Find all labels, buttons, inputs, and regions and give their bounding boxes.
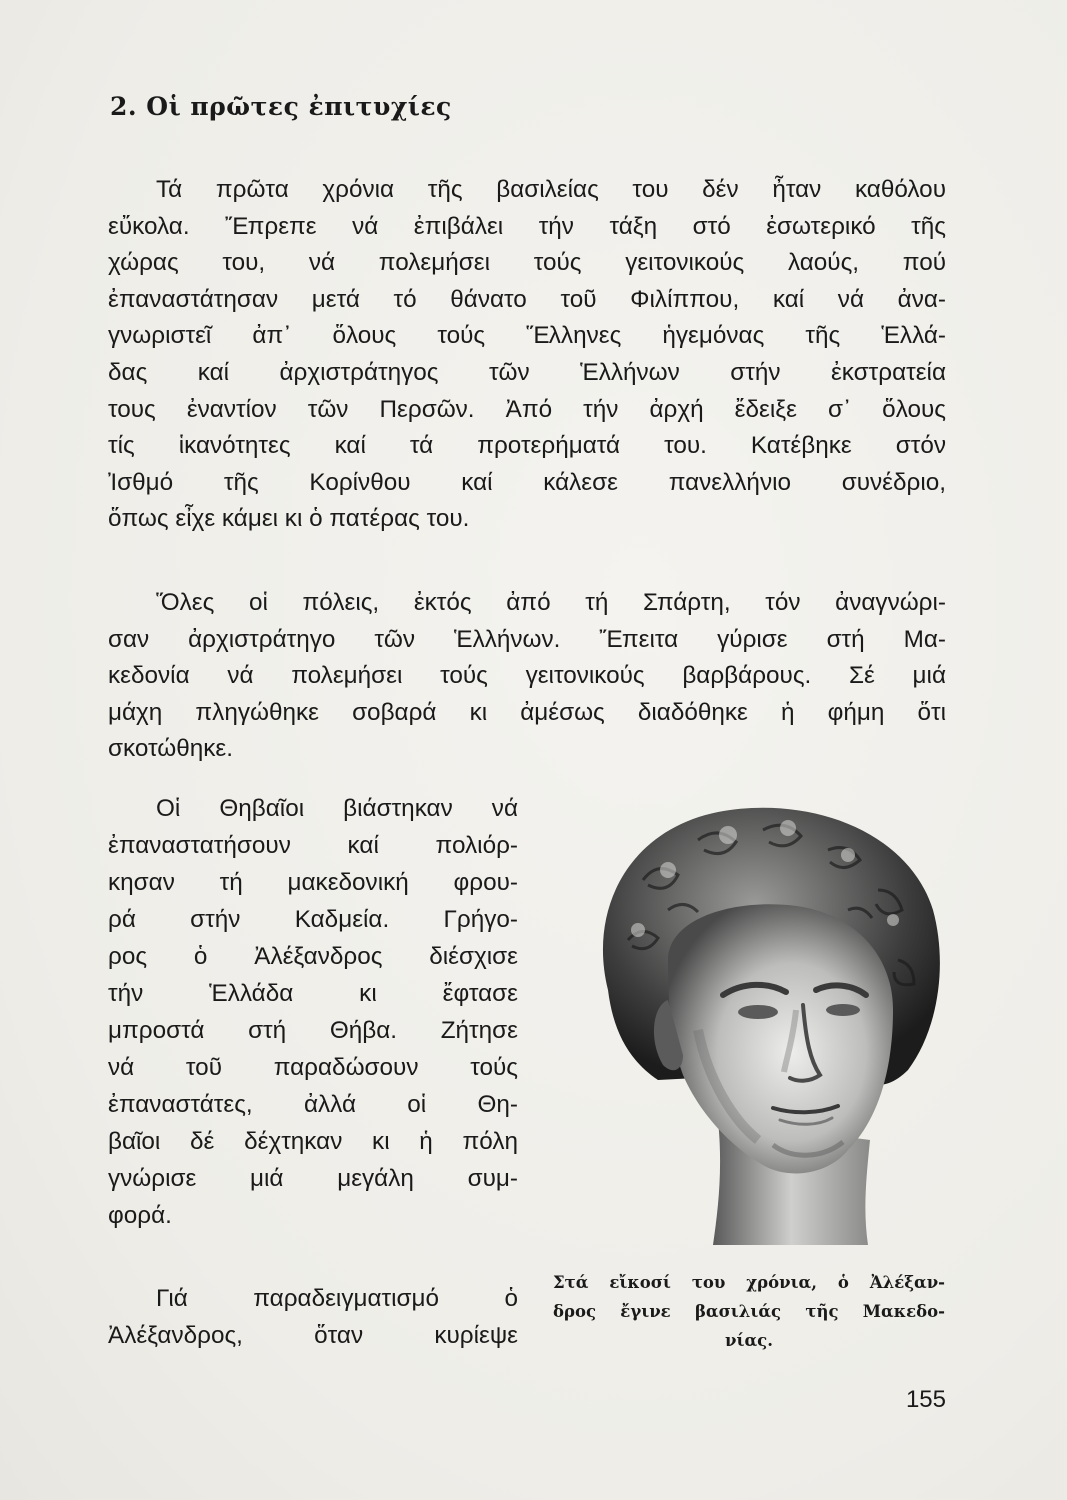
text-line: δας καί ἀρχιστράτηγος τῶν Ἑλλήνων στήν ἐκστρατεία [108, 358, 946, 386]
text-line: μπροστά στή Θήβα. Ζήτησε [108, 1017, 518, 1044]
text-line: μάχη πληγώθηκε σοβαρά κι ἀμέσως διαδόθηκε ἡ φήμη ὅτι [108, 698, 946, 726]
text-line: ὅπως εἶχε κάμει κι ὁ πατέρας του. [108, 505, 470, 533]
text-line: τους ἐναντίον τῶν Περσῶν. Ἀπό τήν ἀρχή ἔδειξε σ᾽ ὅλους [108, 395, 946, 423]
text-line: γνωριστεῖ ἀπ᾽ ὅλους τούς Ἕλληνες ἡγεμόνας τῆς Ἑλλά- [108, 322, 946, 350]
text-line: ἐπαναστάτες, ἀλλά οἱ Θη- [108, 1091, 518, 1118]
text-line: Ὅλες οἱ πόλεις, ἐκτός ἀπό τή Σπάρτη, τόν ἀναγνώρι- [156, 589, 946, 616]
caption-line: δρος ἔγινε βασιλιάς τῆς Μακεδο- [553, 1302, 945, 1321]
alexander-bust-figure [548, 790, 948, 1250]
text-line: Ἀλέξανδρος, ὅταν κυρίεψε [108, 1322, 518, 1349]
text-line: εὔκολα. Ἔπρεπε νά ἐπιβάλει τήν τάξη στό ἐσωτερικό τῆς [108, 212, 946, 240]
text-line: Ἰσθμό τῆς Κορίνθου καί κάλεσε πανελλήνιο συνέδριο, [108, 468, 946, 496]
page-number: 155 [905, 1386, 946, 1413]
marble-head-bust-icon [548, 790, 948, 1250]
text-line: χώρας του, νά πολεμήσει τούς γειτονικούς λαούς, πού [108, 249, 946, 277]
text-line: τίς ἱκανότητες καί τά προτερήματά του. Κατέβηκε στόν [108, 432, 946, 460]
paragraph-2 [108, 585, 946, 768]
text-line: ἐπαναστατήσουν καί πολιόρ- [108, 832, 518, 859]
figure-caption [553, 1268, 945, 1355]
text-line: τήν Ἑλλάδα κι ἔφτασε [108, 980, 518, 1007]
text-line: σαν ἀρχιστράτηγο τῶν Ἑλλήνων. Ἔπειτα γύρισε στή Μα- [108, 625, 946, 653]
text-line: βαῖοι δέ δέχτηκαν κι ἡ πόλη [108, 1128, 518, 1155]
section-heading: 2. Οἱ πρῶτες ἐπιτυχίες [110, 92, 452, 121]
text-line: ρος ὁ Ἀλέξανδρος διέσχισε [108, 943, 518, 970]
text-line: Τά πρῶτα χρόνια τῆς βασιλείας του δέν ἦταν καθόλου [156, 176, 946, 203]
text-line: κησαν τή μακεδονική φρου- [108, 869, 518, 896]
text-line: κεδονία νά πολεμήσει τούς γειτονικούς βαρβάρους. Σέ μιά [108, 662, 946, 690]
text-line: ρά στήν Καδμεία. Γρήγο- [108, 906, 518, 933]
text-line: νά τοῦ παραδώσουν τούς [108, 1054, 518, 1081]
text-line: γνώρισε μιά μεγάλη συμ- [108, 1165, 518, 1192]
paragraph-4 [108, 1280, 518, 1354]
text-line: Οἱ Θηβαῖοι βιάστηκαν νά [156, 795, 518, 822]
text-line: φορά. [108, 1202, 172, 1229]
text-line: Γιά παραδειγματισμό ὁ [156, 1285, 518, 1312]
paragraph-1 [108, 172, 946, 538]
text-line: ἐπαναστάτησαν μετά τό θάνατο τοῦ Φιλίππου, καί νά ἀνα- [108, 285, 946, 313]
paragraph-3 [108, 790, 518, 1234]
caption-line: νίας. [725, 1331, 773, 1350]
caption-line: Στά εἴκοσί του χρόνια, ὁ Ἀλέξαν- [553, 1273, 945, 1292]
text-line: σκοτώθηκε. [108, 735, 233, 763]
